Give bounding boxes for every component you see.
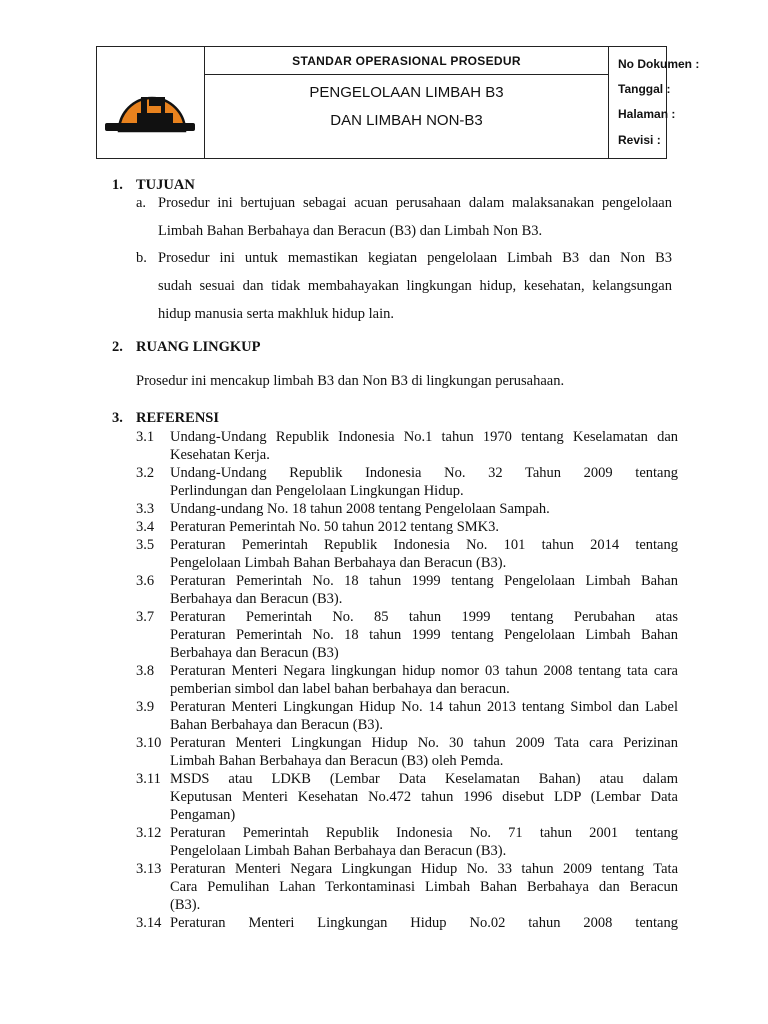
reference-line: Pengelolaan Limbah Bahan Berbahaya dan Beracun (B3).	[170, 843, 507, 859]
reference-line: Peraturan Pemerintah No. 50 tahun 2012 tentang SMK3.	[170, 519, 500, 535]
reference-line: Peraturan Menteri Lingkungan Hidup No. 30 tahun 2009 Tata cara Perizinan	[170, 735, 678, 751]
section-number: 1.	[112, 177, 123, 193]
reference-number: 3.4	[136, 519, 155, 535]
reference-item	[136, 608, 678, 662]
reference-line: Peraturan Menteri Lingkungan Hidup No.02 tahun 2008 tentang	[170, 915, 678, 931]
reference-line: Keputusan Menteri Kesehatan No.472 tahun 1996 disebut LDP (Lembar Data	[170, 789, 678, 805]
paragraph-line: hidup manusia serta makhluk hidup lain.	[158, 306, 394, 322]
item-marker: a.	[136, 195, 147, 211]
paragraph-line: sudah sesuai dan tidak membahayakan lingkungan hidup, kesehatan, kelangsungan	[158, 278, 672, 294]
reference-number: 3.14	[136, 915, 162, 931]
halaman-label: Halaman :	[618, 107, 676, 121]
document-title	[205, 75, 608, 135]
reference-line: Undang-Undang Republik Indonesia No.1 tahun 1970 tentang Keselamatan dan	[170, 429, 678, 445]
reference-item	[136, 428, 678, 464]
reference-number: 3.9	[136, 699, 155, 715]
no-dokumen-label: No Dokumen :	[618, 57, 700, 71]
reference-line: Peraturan Menteri Lingkungan Hidup No. 14 tahun 2013 tentang Simbol dan Label	[170, 699, 678, 715]
reference-item	[136, 662, 678, 698]
reference-line: Undang-undang No. 18 tahun 2008 tentang Pengelolaan Sampah.	[170, 501, 550, 517]
title-line-2: DAN LIMBAH NON-B3	[330, 112, 483, 129]
section-heading-ruang-lingkup	[112, 339, 260, 356]
reference-line: Peraturan Pemerintah Republik Indonesia No. 71 tahun 2001 tentang	[170, 825, 678, 841]
reference-line: Limbah Bahan Berbahaya dan Beracun (B3) oleh Pemda.	[170, 753, 504, 769]
reference-line: Berbahaya dan Beracun (B3)	[170, 645, 339, 661]
document-info-cell	[609, 47, 700, 158]
reference-number: 3.10	[136, 735, 162, 751]
reference-number: 3.8	[136, 663, 155, 679]
reference-line: (B3).	[170, 897, 201, 913]
reference-item	[136, 770, 678, 824]
reference-line: Cara Pemulihan Lahan Terkontaminasi Limbah Bahan Berbahaya dan Beracun	[170, 879, 678, 895]
reference-line: MSDS atau LDKB (Lembar Data Keselamatan Bahan) atau dalam	[170, 771, 678, 787]
reference-number: 3.6	[136, 573, 155, 589]
paragraph-line: Prosedur ini untuk memastikan kegiatan pengelolaan Limbah B3 dan Non B3	[158, 250, 672, 266]
reference-number: 3.2	[136, 465, 155, 481]
reference-item	[136, 464, 678, 500]
reference-item	[136, 500, 678, 518]
reference-line: Peraturan Menteri Negara Lingkungan Hidup No. 33 tahun 2009 tentang Tata	[170, 861, 678, 877]
reference-line: Undang-Undang Republik Indonesia No. 32 Tahun 2009 tentang	[170, 465, 678, 481]
reference-line: Kesehatan Kerja.	[170, 447, 270, 463]
reference-item	[136, 860, 678, 914]
reference-number: 3.12	[136, 825, 162, 841]
section-heading-referensi	[112, 410, 219, 427]
section-title: TUJUAN	[136, 177, 195, 193]
title-line-1: PENGELOLAAN LIMBAH B3	[309, 84, 504, 101]
tanggal-label: Tanggal :	[618, 82, 671, 96]
reference-number: 3.3	[136, 501, 155, 517]
reference-item	[136, 914, 678, 932]
reference-item	[136, 824, 678, 860]
paragraph-line: Prosedur ini bertujuan sebagai acuan perusahaan dalam malaksanakan pengelolaan	[158, 195, 672, 211]
logo-cell	[97, 47, 205, 158]
section-title: RUANG LINGKUP	[136, 339, 261, 355]
reference-line: Pengelolaan Limbah Bahan Berbahaya dan Beracun (B3).	[170, 555, 507, 571]
header-title-cell	[205, 47, 609, 158]
section-title: REFERENSI	[136, 410, 219, 426]
reference-item	[136, 536, 678, 572]
reference-item	[136, 518, 678, 536]
reference-line: Peraturan Pemerintah No. 18 tahun 1999 tentang Pengelolaan Limbah Bahan	[170, 627, 678, 643]
revisi-label: Revisi :	[618, 133, 661, 147]
reference-item	[136, 734, 678, 770]
section-number: 3.	[112, 410, 123, 426]
tujuan-item-b	[136, 244, 672, 328]
sop-label: STANDAR OPERASIONAL PROSEDUR	[205, 47, 608, 75]
tujuan-item-a	[136, 189, 672, 245]
reference-line: Pengaman)	[170, 807, 236, 823]
ruang-lingkup-text: Prosedur ini mencakup limbah B3 dan Non B3 di lingkungan perusahaan.	[136, 373, 565, 389]
reference-list	[136, 428, 678, 932]
item-marker: b.	[136, 250, 147, 266]
reference-line: Peraturan Pemerintah No. 18 tahun 1999 tentang Pengelolaan Limbah Bahan	[170, 573, 678, 589]
document-header	[96, 46, 700, 159]
reference-line: Peraturan Pemerintah No. 85 tahun 1999 tentang Perubahan atas	[170, 609, 678, 625]
paragraph-line: Limbah Bahan Berbahaya dan Beracun (B3) dan Limbah Non B3.	[158, 223, 543, 239]
reference-number: 3.11	[136, 771, 161, 787]
reference-number: 3.7	[136, 609, 155, 625]
reference-number: 3.5	[136, 537, 155, 553]
reference-line: Perlindungan dan Pengelolaan Lingkungan Hidup.	[170, 483, 464, 499]
reference-number: 3.1	[136, 429, 155, 445]
reference-line: Berbahaya dan Beracun (B3).	[170, 591, 343, 607]
section-number: 2.	[112, 339, 123, 355]
reference-line: pemberian simbol dan label bahan berbahaya dan beracun.	[170, 681, 510, 697]
company-logo	[97, 47, 204, 158]
reference-line: Peraturan Menteri Negara lingkungan hidup nomor 03 tahun 2008 tentang tata cara	[170, 663, 678, 679]
reference-line: Bahan Berbahaya dan Beracun (B3).	[170, 717, 383, 733]
reference-line: Peraturan Pemerintah Republik Indonesia No. 101 tahun 2014 tentang	[170, 537, 678, 553]
reference-item	[136, 698, 678, 734]
reference-item	[136, 572, 678, 608]
reference-number: 3.13	[136, 861, 162, 877]
